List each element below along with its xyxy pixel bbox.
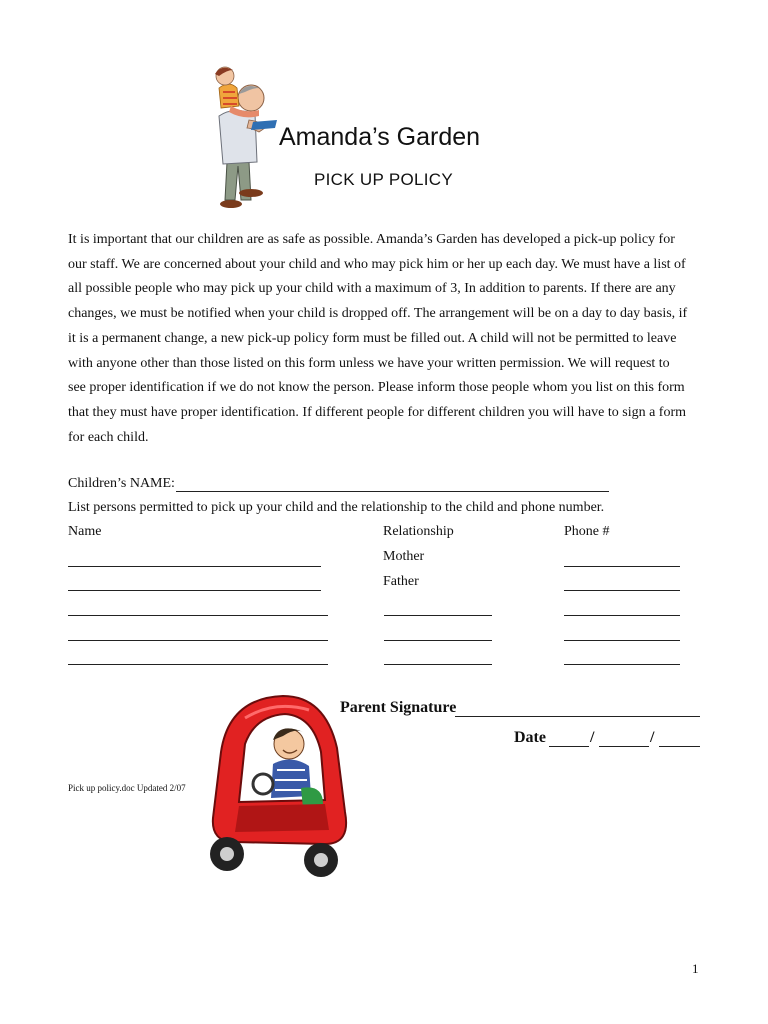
- intro-line: all possible people who may pick up your child with a maximum of 3, In addition to parents. If there are any: [68, 281, 676, 297]
- date-year-field[interactable]: [659, 746, 700, 747]
- phone-field-2[interactable]: [564, 590, 680, 591]
- intro-line: it is a permanent change, a new pick-up policy form must be filled out. A child will not be permitted to leave: [68, 330, 677, 346]
- date-label: Date: [514, 729, 546, 746]
- file-note: Pick up policy.doc Updated 2/07: [68, 783, 186, 793]
- phone-field-3[interactable]: [564, 615, 680, 616]
- relationship-field-5[interactable]: [384, 664, 492, 665]
- page-number: 1: [692, 961, 699, 976]
- name-field-5[interactable]: [68, 664, 328, 665]
- column-header-name: Name: [68, 524, 102, 539]
- intro-paragraph: [68, 228, 708, 450]
- parent-signature-label: Parent Signature: [340, 699, 457, 716]
- date-separator: /: [650, 729, 655, 746]
- page-subtitle: PICK UP POLICY: [314, 170, 453, 189]
- form-instructions: List persons permitted to pick up your child and the relationship to the child and phone number.: [68, 500, 605, 515]
- intro-line: see proper identification if we do not know the person. Please inform those people whom you list on this form: [68, 380, 685, 396]
- name-field-1[interactable]: [68, 566, 321, 567]
- column-header-phone: Phone #: [564, 524, 610, 539]
- name-field-3[interactable]: [68, 615, 328, 616]
- children-name-label: Children’s NAME:: [68, 476, 175, 491]
- child-in-red-toy-car-icon: [205, 692, 357, 884]
- name-field-2[interactable]: [68, 590, 321, 591]
- date-separator: /: [590, 729, 595, 746]
- adult-carrying-child-icon: [205, 62, 285, 214]
- page-title: Amanda’s Garden: [279, 123, 481, 151]
- intro-line: changes, we must be notified when your child is dropped off. The arrangement will be on a day to day basis, if: [68, 306, 688, 322]
- relationship-field-3[interactable]: [384, 615, 492, 616]
- date-month-field[interactable]: [549, 746, 589, 747]
- column-header-relationship: Relationship: [383, 524, 454, 539]
- parent-signature-field[interactable]: [455, 716, 700, 717]
- intro-line: our staff. We are concerned about your child and who may pick him or her up each day. We must have a list of: [68, 256, 686, 272]
- children-name-field[interactable]: [176, 491, 609, 492]
- relationship-value-1: Mother: [383, 549, 425, 564]
- date-day-field[interactable]: [599, 746, 649, 747]
- phone-field-5[interactable]: [564, 664, 680, 665]
- intro-line: that they must have proper identification. If different people for different children you will have to sign a form: [68, 404, 687, 420]
- intro-line: with anyone other than those listed on this form unless we have your written permission. We will request to: [68, 355, 670, 371]
- phone-field-1[interactable]: [564, 566, 680, 567]
- intro-line: It is important that our children are as safe as possible. Amanda’s Garden has developed a pick-up policy for: [68, 232, 675, 247]
- phone-field-4[interactable]: [564, 640, 680, 641]
- relationship-value-2: Father: [383, 574, 419, 589]
- name-field-4[interactable]: [68, 640, 328, 641]
- intro-line: for each child.: [68, 429, 149, 445]
- relationship-field-4[interactable]: [384, 640, 492, 641]
